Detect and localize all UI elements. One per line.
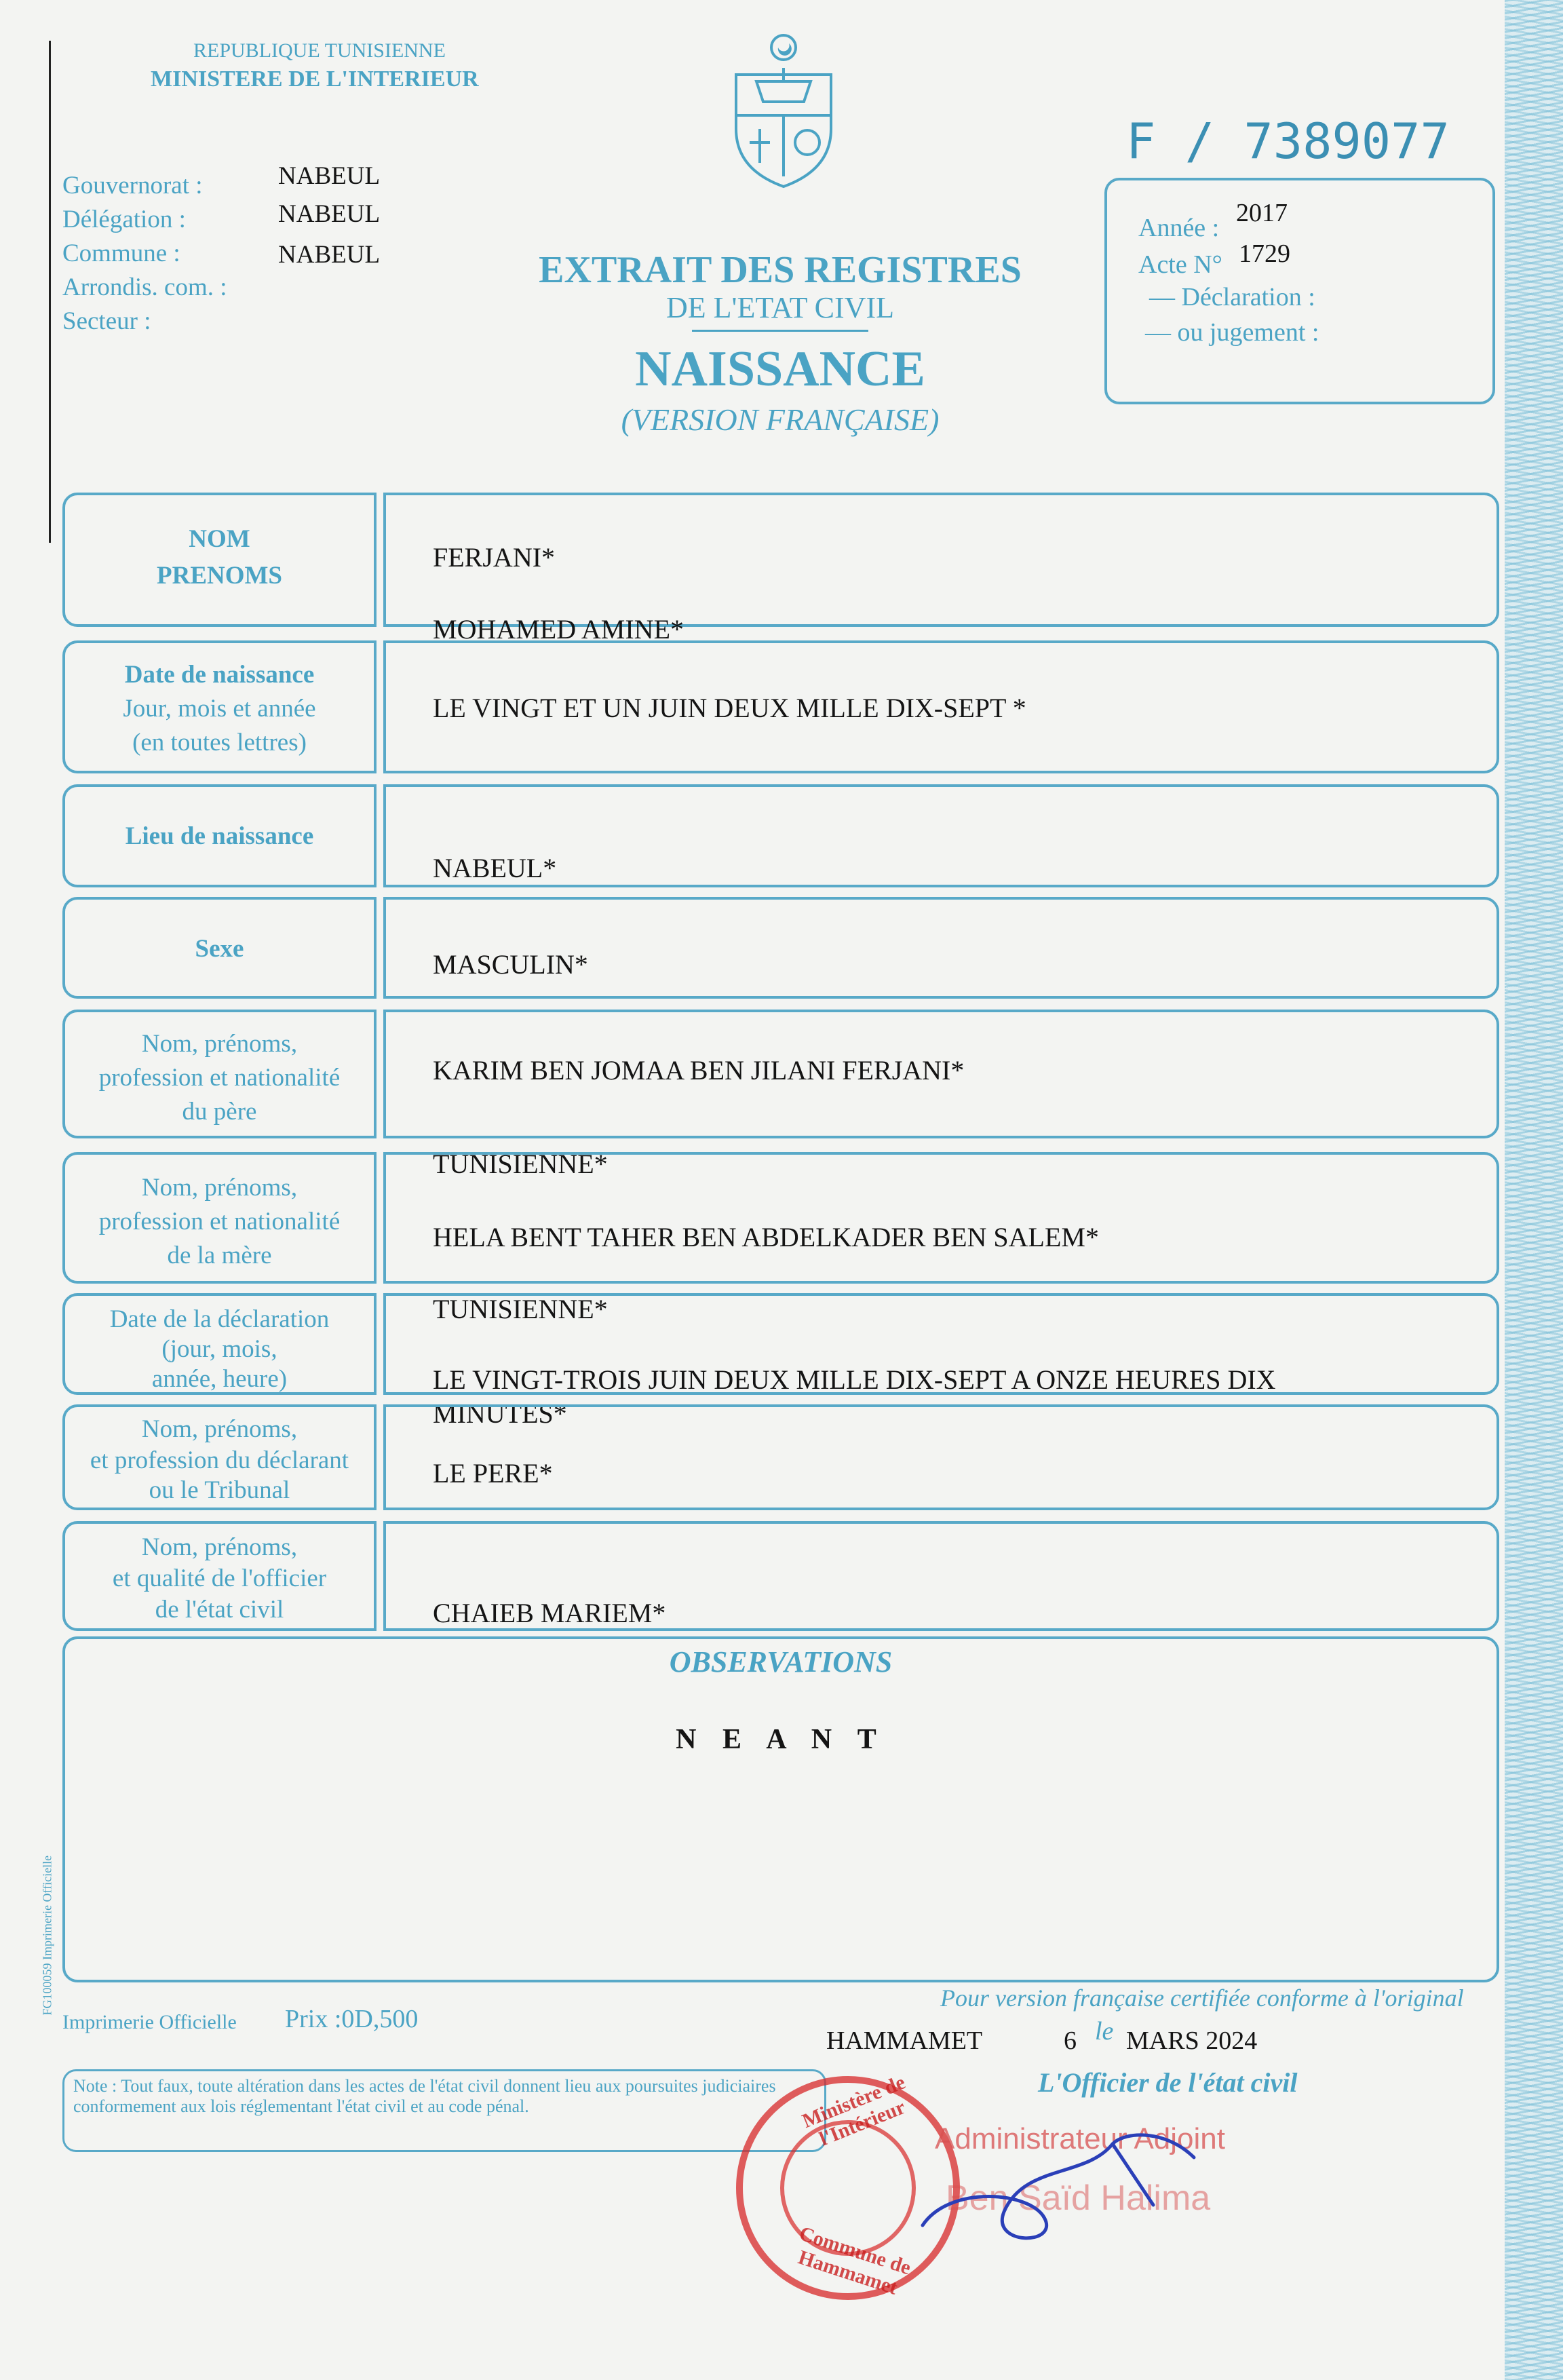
row-label: Nom, prénoms, <box>141 1415 298 1443</box>
jugement-label: — ou jugement : <box>1145 318 1319 347</box>
commune-label: Commune : <box>62 239 180 267</box>
row-label: ou le Tribunal <box>149 1476 290 1504</box>
row-value: TUNISIENNE* <box>433 1294 608 1324</box>
legal-note: Note : Tout faux, toute altération dans les actes de l'état civil donnent lieu aux poursuites judiciaires conformement aux lois réglementant l'état civil et au code pénal. <box>73 2076 776 2116</box>
observations-box <box>62 1636 1499 1982</box>
stamp-text-top: Ministère de l'Intérieur <box>798 2071 909 2151</box>
ministry-label: MINISTERE DE L'INTERIEUR <box>151 66 479 92</box>
row-date-naissance <box>62 640 1499 773</box>
row-label: de l'état civil <box>155 1596 284 1624</box>
row-label: et profession du déclarant <box>90 1446 349 1474</box>
title-line-2: DE L'ETAT CIVIL <box>666 291 894 324</box>
row-officier <box>62 1521 1499 1631</box>
row-label: et qualité de l'officier <box>112 1565 327 1592</box>
acte-label: Acte N° <box>1138 250 1222 279</box>
place-value: HAMMAMET <box>826 2027 983 2055</box>
row-label: de la mère <box>167 1242 272 1269</box>
row-value: CHAIEB MARIEM* <box>433 1598 666 1628</box>
arrondissement-label: Arrondis. com. : <box>62 273 227 301</box>
row-label: Lieu de naissance <box>125 822 314 850</box>
row-label: (jour, mois, <box>161 1335 277 1363</box>
row-label: Date de la déclaration <box>109 1305 330 1333</box>
row-declarant <box>62 1404 1499 1510</box>
row-pere <box>62 1010 1499 1179</box>
title-version: (VERSION FRANÇAISE) <box>621 402 940 437</box>
row-label: Nom, prénoms, <box>141 1030 298 1058</box>
commune-value: NABEUL <box>278 241 381 269</box>
price-label: Prix :0D,500 <box>285 2005 419 2033</box>
row-label: Date de naissance <box>124 661 315 689</box>
acte-value: 1729 <box>1239 239 1290 268</box>
security-border <box>1505 0 1563 2380</box>
delegation-label: Délégation : <box>62 206 186 233</box>
row-value: LE VINGT ET UN JUIN DEUX MILLE DIX-SEPT * <box>433 693 1026 723</box>
observations-value: N E A N T <box>676 1724 886 1755</box>
row-label: année, heure) <box>151 1365 288 1393</box>
coat-of-arms-emblem <box>716 27 851 190</box>
secteur-label: Secteur : <box>62 307 151 335</box>
margin-line <box>49 41 51 543</box>
declaration-label: — Déclaration : <box>1149 283 1315 311</box>
row-label: NOM <box>189 525 250 553</box>
title-line-1: EXTRAIT DES REGISTRES <box>539 249 1022 291</box>
signature-line-2: Ben Saïd Halima <box>946 2179 1211 2218</box>
gouvernorat-label: Gouvernorat : <box>62 172 203 199</box>
delegation-value: NABEUL <box>278 200 381 228</box>
certified-label: Pour version française certifiée conforme à l'original <box>940 1984 1464 2012</box>
row-sexe <box>62 897 1499 999</box>
stamp-text-bottom: Commune de Hammamet <box>795 2222 914 2299</box>
row-nom-prenoms <box>62 493 1499 645</box>
printer-code: FG100059 Imprimerie Officielle <box>40 1855 54 2016</box>
row-value: HELA BENT TAHER BEN ABDELKADER BEN SALEM* <box>433 1222 1099 1252</box>
row-label: Sexe <box>195 935 244 963</box>
row-value: LE PERE* <box>433 1458 553 1489</box>
row-value: KARIM BEN JOMAA BEN JILANI FERJANI* <box>433 1055 965 1086</box>
title-main: NAISSANCE <box>635 341 925 397</box>
republic-label: REPUBLIQUE TUNISIENNE <box>193 39 446 62</box>
row-label: profession et nationalité <box>98 1208 341 1235</box>
date-day: 6 <box>1064 2027 1077 2055</box>
date-rest: MARS 2024 <box>1126 2027 1258 2055</box>
observations-title: OBSERVATIONS <box>669 1645 893 1678</box>
row-value: NABEUL* <box>433 853 557 883</box>
serial-number: F / 7389077 <box>1126 113 1450 170</box>
gouvernorat-value: NABEUL <box>278 162 381 190</box>
handwritten-signature <box>909 2103 1289 2252</box>
officer-title: L'Officier de l'état civil <box>1038 2067 1298 2098</box>
row-value: MASCULIN* <box>433 949 588 980</box>
row-value: LE VINGT-TROIS JUIN DEUX MILLE DIX-SEPT A ONZE HEURES DIX <box>433 1364 1276 1395</box>
row-lieu-naissance <box>62 784 1499 887</box>
row-label: (en toutes lettres) <box>132 729 307 756</box>
annee-label: Année : <box>1138 214 1220 242</box>
row-value: MOHAMED AMINE* <box>433 614 684 645</box>
row-value: FERJANI* <box>433 542 556 573</box>
date-le: le <box>1095 2017 1114 2046</box>
signature-line-1: Administrateur Adjoint <box>935 2122 1225 2155</box>
row-label: Nom, prénoms, <box>141 1174 298 1202</box>
title-underline <box>692 330 868 332</box>
row-value: MINUTES* <box>433 1398 567 1429</box>
row-label: Jour, mois et année <box>123 695 316 723</box>
row-value: TUNISIENNE* <box>433 1149 608 1179</box>
annee-value: 2017 <box>1236 199 1288 227</box>
row-label: du père <box>182 1098 257 1126</box>
row-label: PRENOMS <box>157 562 282 590</box>
row-label: Nom, prénoms, <box>141 1533 298 1561</box>
printer-label: Imprimerie Officielle <box>62 2011 237 2033</box>
row-label: profession et nationalité <box>98 1064 341 1092</box>
